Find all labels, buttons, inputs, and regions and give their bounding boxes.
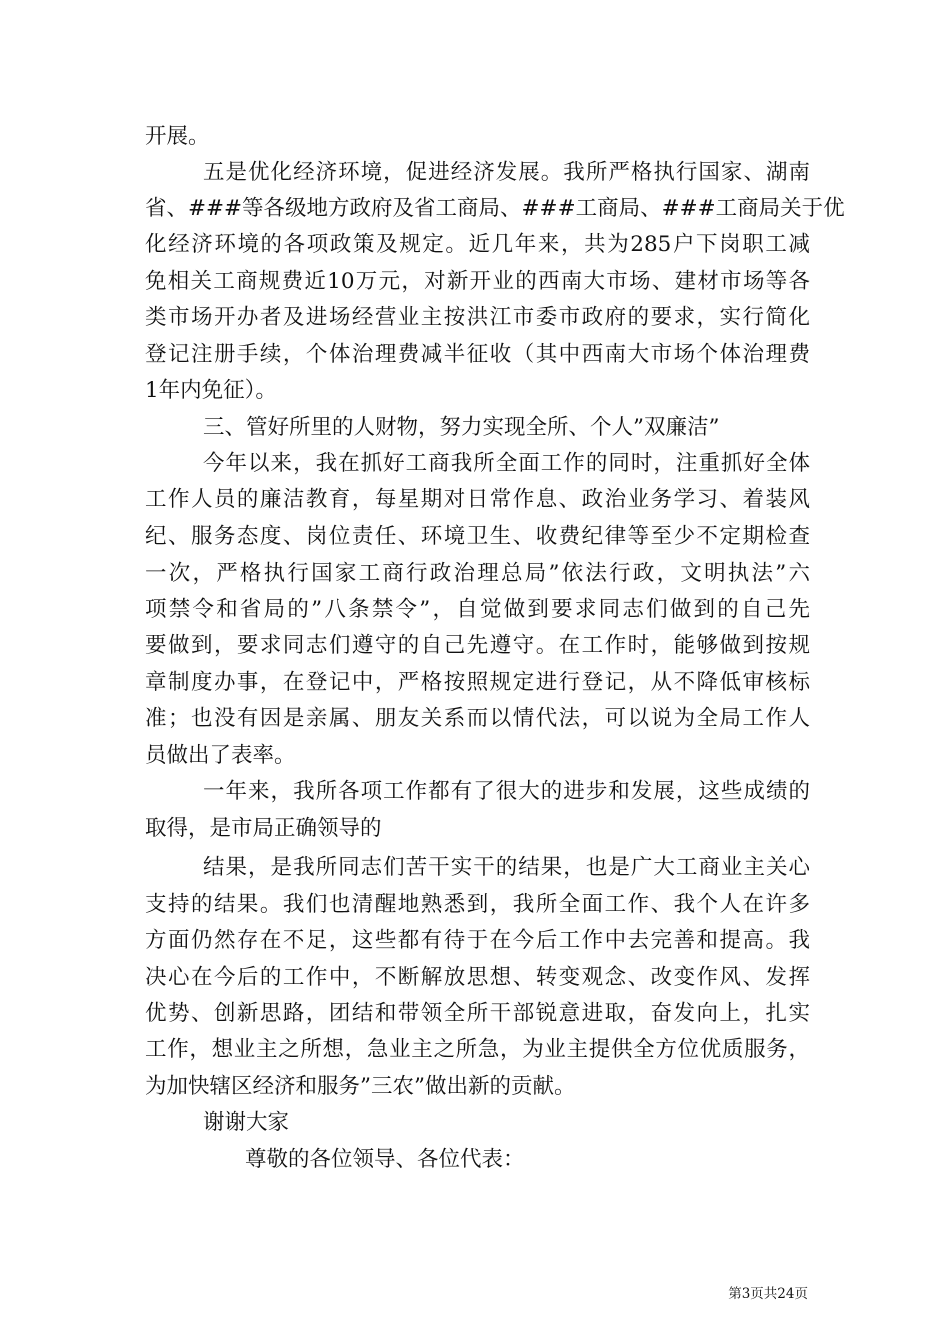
text-line: 今年以来，我在抓好工商我所全面工作的同时，注重抓好全体 — [203, 451, 810, 476]
text-line: 一次，严格执行国家工商行政治理总局”依法行政，文明执法”六 — [145, 561, 810, 586]
text-line: 1年内免征）。 — [145, 378, 277, 403]
text-line: 开展。 — [145, 124, 210, 149]
text-line: 项禁令和省局的”八条禁令”，自觉做到要求同志们做到的自己先 — [145, 597, 810, 622]
text-line: 结果，是我所同志们苦干实干的结果，也是广大工商业主关心 — [203, 855, 810, 880]
text-line: 章制度办事，在登记中，严格按照规定进行登记，从不降低审核标 — [145, 670, 810, 695]
text-line: 要做到，要求同志们遵守的自己先遵守。在工作时，能够做到按规 — [145, 633, 810, 658]
text-line: 五是优化经济环境，促进经济发展。我所严格执行国家、湖南 — [203, 160, 810, 185]
text-line: 纪、服务态度、岗位责任、环境卫生、收费纪律等至少不定期检查 — [145, 524, 810, 549]
section-heading: 三、管好所里的人财物，努力实现全所、个人”双廉洁” — [203, 415, 720, 440]
text-line: 登记注册手续，个体治理费减半征收（其中西南大市场个体治理费 — [145, 342, 810, 367]
text-line: 省、###等各级地方政府及省工商局、###工商局、###工商局关于优 — [145, 196, 845, 221]
text-line: 免相关工商规费近10万元，对新开业的西南大市场、建材市场等各 — [145, 269, 810, 294]
text-line: 取得，是市局正确领导的 — [145, 816, 382, 841]
text-line: 优势、创新思路，团结和带领全所干部锐意进取，奋发向上，扎实 — [145, 1001, 810, 1026]
text-line: 准；也没有因是亲属、朋友关系而以情代法，可以说为全局工作人 — [145, 706, 810, 731]
salutation: 尊敬的各位领导、各位代表： — [245, 1147, 525, 1172]
page-number: 第3页共24页 — [728, 1286, 808, 1302]
text-line: 支持的结果。我们也清醒地熟悉到，我所全面工作、我个人在许多 — [145, 892, 810, 917]
closing-thanks: 谢谢大家 — [203, 1110, 290, 1135]
text-line: 为加快辖区经济和服务”三农”做出新的贡献。 — [145, 1074, 576, 1099]
text-line: 工作人员的廉洁教育，每星期对日常作息、政治业务学习、着装风 — [145, 487, 810, 512]
text-line: 方面仍然存在不足，这些都有待于在今后工作中去完善和提高。我 — [145, 928, 810, 953]
text-line: 类市场开办者及进场经营业主按洪江市委市政府的要求，实行简化 — [145, 305, 810, 330]
text-line: 员做出了表率。 — [145, 743, 296, 768]
text-line: 工作，想业主之所想，急业主之所急，为业主提供全方位优质服务， — [145, 1037, 810, 1062]
text-line: 化经济环境的各项政策及规定。近几年来，共为285户下岗职工减 — [145, 232, 810, 257]
text-line: 一年来，我所各项工作都有了很大的进步和发展，这些成绩的 — [203, 779, 810, 804]
text-line: 决心在今后的工作中，不断解放思想、转变观念、改变作风、发挥 — [145, 965, 810, 990]
